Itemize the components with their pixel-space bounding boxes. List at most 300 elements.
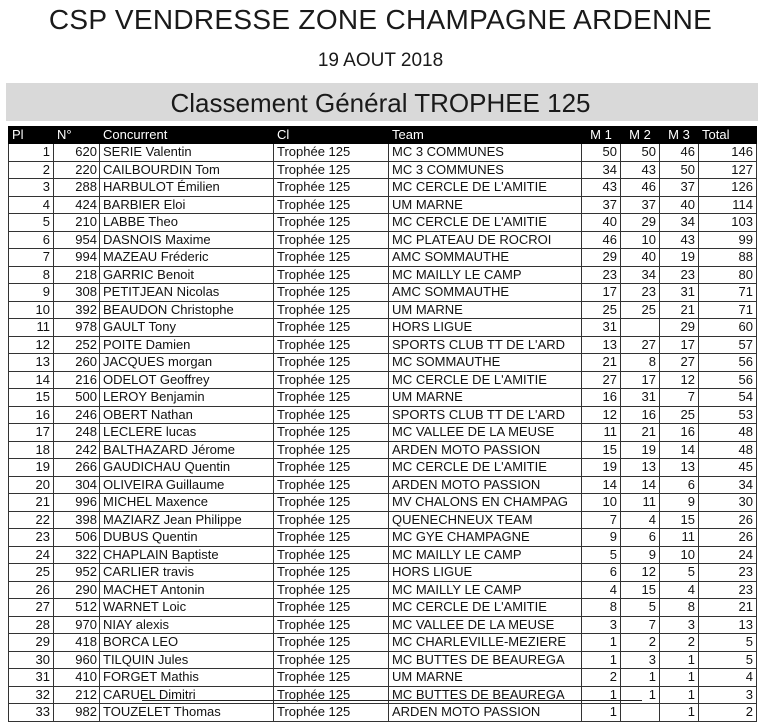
table-row <box>9 459 757 477</box>
cell-number: 970 <box>54 616 100 634</box>
cell-team: MC MAILLY LE CAMP <box>389 581 582 599</box>
cell-team: MC BUTTES DE BEAUREGA <box>389 651 582 669</box>
col-header-m2: M 2 <box>621 127 660 144</box>
event-date: 19 AOUT 2018 <box>317 50 444 71</box>
cell-team: MC CERCLE DE L'AMITIE <box>389 179 582 197</box>
cell-team: ARDEN MOTO PASSION <box>389 441 582 459</box>
cell-class: Trophée 125 <box>274 284 389 302</box>
cell-m1: 5 <box>582 546 621 564</box>
cell-m1: 23 <box>582 266 621 284</box>
cell-team: MC 3 COMMUNES <box>389 144 582 162</box>
table-row <box>9 669 757 687</box>
table-row <box>9 581 757 599</box>
cell-m3: 12 <box>660 371 699 389</box>
cell-number: 266 <box>54 459 100 477</box>
cell-total: 126 <box>699 179 757 197</box>
cell-m2: 16 <box>621 406 660 424</box>
cell-total: 26 <box>699 511 757 529</box>
cell-m3: 19 <box>660 249 699 267</box>
cell-team: UM MARNE <box>389 196 582 214</box>
cell-rider: WARNET Loic <box>100 599 274 617</box>
cell-rider: BALTHAZARD Jérome <box>100 441 274 459</box>
cell-place: 2 <box>9 161 54 179</box>
cell-total: 146 <box>699 144 757 162</box>
cell-class: Trophée 125 <box>274 546 389 564</box>
cell-class: Trophée 125 <box>274 494 389 512</box>
cell-m3: 1 <box>660 669 699 687</box>
cell-number: 242 <box>54 441 100 459</box>
cell-total: 24 <box>699 546 757 564</box>
cell-m3: 50 <box>660 161 699 179</box>
table-row <box>9 651 757 669</box>
cell-number: 954 <box>54 231 100 249</box>
cell-m2: 15 <box>621 581 660 599</box>
cell-m2: 1 <box>621 686 660 704</box>
cell-team: MC PLATEAU DE ROCROI <box>389 231 582 249</box>
cell-place: 6 <box>9 231 54 249</box>
cell-number: 216 <box>54 371 100 389</box>
cell-number: 210 <box>54 214 100 232</box>
cell-total: 71 <box>699 284 757 302</box>
cell-number: 218 <box>54 266 100 284</box>
cell-m3: 34 <box>660 214 699 232</box>
cell-total: 30 <box>699 494 757 512</box>
table-row <box>9 371 757 389</box>
cell-place: 21 <box>9 494 54 512</box>
cell-m1: 12 <box>582 406 621 424</box>
cell-rider: OBERT Nathan <box>100 406 274 424</box>
cell-class: Trophée 125 <box>274 599 389 617</box>
cell-m3: 2 <box>660 634 699 652</box>
cell-m3: 25 <box>660 406 699 424</box>
cell-total: 23 <box>699 564 757 582</box>
cell-class: Trophée 125 <box>274 459 389 477</box>
cell-team: QUENECHNEUX TEAM <box>389 511 582 529</box>
cell-total: 13 <box>699 616 757 634</box>
cell-m1: 50 <box>582 144 621 162</box>
cell-team: MC VALLEE DE LA MEUSE <box>389 424 582 442</box>
cell-total: 5 <box>699 634 757 652</box>
cell-m3: 40 <box>660 196 699 214</box>
cell-total: 5 <box>699 651 757 669</box>
cell-m2: 43 <box>621 161 660 179</box>
cell-class: Trophée 125 <box>274 581 389 599</box>
cell-rider: MACHET Antonin <box>100 581 274 599</box>
table-row <box>9 354 757 372</box>
cell-place: 3 <box>9 179 54 197</box>
cell-place: 9 <box>9 284 54 302</box>
cell-m1: 21 <box>582 354 621 372</box>
cell-team: MC SOMMAUTHE <box>389 354 582 372</box>
cell-number: 304 <box>54 476 100 494</box>
cell-m2: 37 <box>621 196 660 214</box>
cell-total: 80 <box>699 266 757 284</box>
cell-m2: 50 <box>621 144 660 162</box>
table-row <box>9 406 757 424</box>
cell-m2: 4 <box>621 511 660 529</box>
cell-class: Trophée 125 <box>274 231 389 249</box>
cell-m1: 14 <box>582 476 621 494</box>
cell-m2: 40 <box>621 249 660 267</box>
cell-m2: 46 <box>621 179 660 197</box>
table-row <box>9 704 757 722</box>
cell-m1: 27 <box>582 371 621 389</box>
cell-m2: 6 <box>621 529 660 547</box>
cell-place: 18 <box>9 441 54 459</box>
cell-number: 978 <box>54 319 100 337</box>
cell-rider: CHAPLAIN Baptiste <box>100 546 274 564</box>
classification-title: Classement Général TROPHEE 125 <box>170 88 591 118</box>
cell-class: Trophée 125 <box>274 354 389 372</box>
cell-total: 56 <box>699 371 757 389</box>
cell-place: 4 <box>9 196 54 214</box>
cell-number: 260 <box>54 354 100 372</box>
cell-m1: 1 <box>582 651 621 669</box>
cell-m3: 5 <box>660 564 699 582</box>
cell-number: 994 <box>54 249 100 267</box>
cell-team: MC CERCLE DE L'AMITIE <box>389 214 582 232</box>
cell-class: Trophée 125 <box>274 564 389 582</box>
cell-place: 10 <box>9 301 54 319</box>
cell-rider: TOUZELET Thomas <box>100 704 274 722</box>
cell-team: AMC SOMMAUTHE <box>389 249 582 267</box>
cell-m3: 7 <box>660 389 699 407</box>
cell-m1: 6 <box>582 564 621 582</box>
cell-m2: 21 <box>621 424 660 442</box>
cell-number: 308 <box>54 284 100 302</box>
cell-place: 24 <box>9 546 54 564</box>
cell-total: 45 <box>699 459 757 477</box>
cell-m1: 3 <box>582 616 621 634</box>
table-row <box>9 616 757 634</box>
cell-m1: 1 <box>582 704 621 722</box>
cell-rider: SERIE Valentin <box>100 144 274 162</box>
table-row <box>9 476 757 494</box>
cell-class: Trophée 125 <box>274 249 389 267</box>
cell-rider: FORGET Mathis <box>100 669 274 687</box>
cell-total: 54 <box>699 389 757 407</box>
cell-place: 17 <box>9 424 54 442</box>
cell-class: Trophée 125 <box>274 161 389 179</box>
cell-m1: 15 <box>582 441 621 459</box>
cell-number: 248 <box>54 424 100 442</box>
col-header-m3: M 3 <box>660 127 699 144</box>
cell-number: 220 <box>54 161 100 179</box>
cell-team: MC CERCLE DE L'AMITIE <box>389 599 582 617</box>
cell-m2: 11 <box>621 494 660 512</box>
cell-m1: 8 <box>582 599 621 617</box>
cell-m2: 14 <box>621 476 660 494</box>
cell-m2: 1 <box>621 669 660 687</box>
table-row <box>9 529 757 547</box>
cell-rider: LABBE Theo <box>100 214 274 232</box>
cell-team: MC BUTTES DE BEAUREGA <box>389 686 582 704</box>
cell-rider: HARBULOT Émilien <box>100 179 274 197</box>
cell-team: UM MARNE <box>389 301 582 319</box>
cell-total: 53 <box>699 406 757 424</box>
cell-place: 30 <box>9 651 54 669</box>
cell-rider: DASNOIS Maxime <box>100 231 274 249</box>
cell-m3: 3 <box>660 616 699 634</box>
col-header-class: Cl <box>274 127 389 144</box>
cell-m3: 27 <box>660 354 699 372</box>
cell-place: 1 <box>9 144 54 162</box>
cell-m2: 3 <box>621 651 660 669</box>
cell-place: 19 <box>9 459 54 477</box>
cell-m1: 7 <box>582 511 621 529</box>
cell-m3: 37 <box>660 179 699 197</box>
cell-total: 71 <box>699 301 757 319</box>
cell-team: UM MARNE <box>389 389 582 407</box>
cell-m1: 31 <box>582 319 621 337</box>
cell-m3: 4 <box>660 581 699 599</box>
cell-m3: 10 <box>660 546 699 564</box>
table-header <box>9 127 757 144</box>
table-row <box>9 196 757 214</box>
col-header-number: N° <box>54 127 100 144</box>
cell-m3: 1 <box>660 651 699 669</box>
page-title: CSP VENDRESSE ZONE CHAMPAGNE ARDENNE <box>48 4 713 35</box>
table-row <box>9 231 757 249</box>
col-header-rider: Concurrent <box>100 127 274 144</box>
cell-m2: 23 <box>621 284 660 302</box>
table-row <box>9 564 757 582</box>
cell-rider: GARRIC Benoit <box>100 266 274 284</box>
cell-class: Trophée 125 <box>274 529 389 547</box>
cell-team: MV CHALONS EN CHAMPAG <box>389 494 582 512</box>
cell-team: AMC SOMMAUTHE <box>389 284 582 302</box>
table-row <box>9 511 757 529</box>
cell-place: 13 <box>9 354 54 372</box>
cell-number: 398 <box>54 511 100 529</box>
cell-rider: DUBUS Quentin <box>100 529 274 547</box>
cell-m1: 46 <box>582 231 621 249</box>
cell-place: 23 <box>9 529 54 547</box>
cell-rider: BORCA LEO <box>100 634 274 652</box>
cell-class: Trophée 125 <box>274 476 389 494</box>
cell-total: 56 <box>699 354 757 372</box>
cell-rider: CAILBOURDIN Tom <box>100 161 274 179</box>
cell-m2: 9 <box>621 546 660 564</box>
cell-place: 12 <box>9 336 54 354</box>
cell-m1: 17 <box>582 284 621 302</box>
cell-team: MC 3 COMMUNES <box>389 161 582 179</box>
cell-m1: 1 <box>582 686 621 704</box>
cell-place: 32 <box>9 686 54 704</box>
table-row <box>9 546 757 564</box>
cell-team: SPORTS CLUB TT DE L'ARD <box>389 406 582 424</box>
cell-m2: 12 <box>621 564 660 582</box>
cell-place: 28 <box>9 616 54 634</box>
cell-team: SPORTS CLUB TT DE L'ARD <box>389 336 582 354</box>
cell-m2: 17 <box>621 371 660 389</box>
cell-total: 2 <box>699 704 757 722</box>
cell-total: 103 <box>699 214 757 232</box>
cell-number: 288 <box>54 179 100 197</box>
cell-total: 48 <box>699 441 757 459</box>
results-body <box>9 144 757 722</box>
cell-rider: POITE Damien <box>100 336 274 354</box>
col-header-total: Total <box>699 127 757 144</box>
cell-number: 424 <box>54 196 100 214</box>
cell-rider: MICHEL Maxence <box>100 494 274 512</box>
cell-place: 26 <box>9 581 54 599</box>
table-row <box>9 284 757 302</box>
cell-place: 25 <box>9 564 54 582</box>
table-row <box>9 389 757 407</box>
cell-m3: 23 <box>660 266 699 284</box>
cell-number: 322 <box>54 546 100 564</box>
cell-m3: 15 <box>660 511 699 529</box>
cell-rider: BEAUDON Christophe <box>100 301 274 319</box>
cell-m1: 29 <box>582 249 621 267</box>
cell-class: Trophée 125 <box>274 669 389 687</box>
cell-m3: 16 <box>660 424 699 442</box>
cell-m3: 8 <box>660 599 699 617</box>
cell-team: MC CERCLE DE L'AMITIE <box>389 371 582 389</box>
cell-number: 506 <box>54 529 100 547</box>
cell-team: MC MAILLY LE CAMP <box>389 266 582 284</box>
cell-m1: 34 <box>582 161 621 179</box>
cell-m2: 31 <box>621 389 660 407</box>
table-row <box>9 179 757 197</box>
cell-total: 88 <box>699 249 757 267</box>
cell-class: Trophée 125 <box>274 406 389 424</box>
cell-rider: LEROY Benjamin <box>100 389 274 407</box>
cell-m2: 25 <box>621 301 660 319</box>
cell-rider: TILQUIN Jules <box>100 651 274 669</box>
cell-total: 60 <box>699 319 757 337</box>
table-row <box>9 599 757 617</box>
cell-m2 <box>621 704 660 722</box>
cell-number: 246 <box>54 406 100 424</box>
cell-m3: 29 <box>660 319 699 337</box>
cell-m1: 16 <box>582 389 621 407</box>
cell-total: 4 <box>699 669 757 687</box>
cell-number: 252 <box>54 336 100 354</box>
cell-class: Trophée 125 <box>274 424 389 442</box>
cell-class: Trophée 125 <box>274 371 389 389</box>
cell-m2: 7 <box>621 616 660 634</box>
table-row <box>9 161 757 179</box>
table-row <box>9 424 757 442</box>
cell-team: MC CHARLEVILLE-MEZIERE <box>389 634 582 652</box>
cell-total: 21 <box>699 599 757 617</box>
cell-m2: 5 <box>621 599 660 617</box>
cell-rider: PETITJEAN Nicolas <box>100 284 274 302</box>
cell-number: 392 <box>54 301 100 319</box>
cell-class: Trophée 125 <box>274 336 389 354</box>
cell-number: 960 <box>54 651 100 669</box>
cell-team: HORS LIGUE <box>389 319 582 337</box>
cell-m3: 17 <box>660 336 699 354</box>
cell-m3: 11 <box>660 529 699 547</box>
cell-number: 620 <box>54 144 100 162</box>
cell-number: 500 <box>54 389 100 407</box>
cell-m3: 9 <box>660 494 699 512</box>
cell-place: 14 <box>9 371 54 389</box>
cell-team: ARDEN MOTO PASSION <box>389 476 582 494</box>
table-row <box>9 634 757 652</box>
cell-place: 31 <box>9 669 54 687</box>
cell-m3: 6 <box>660 476 699 494</box>
cell-class: Trophée 125 <box>274 214 389 232</box>
table-row <box>9 336 757 354</box>
cell-rider: CARUEL Dimitri <box>100 686 274 704</box>
cell-rider: LECLERE lucas <box>100 424 274 442</box>
cell-place: 33 <box>9 704 54 722</box>
cell-m2 <box>621 319 660 337</box>
cell-m3: 31 <box>660 284 699 302</box>
cell-m2: 13 <box>621 459 660 477</box>
cell-class: Trophée 125 <box>274 196 389 214</box>
cell-place: 5 <box>9 214 54 232</box>
cell-rider: OLIVEIRA Guillaume <box>100 476 274 494</box>
cell-team: HORS LIGUE <box>389 564 582 582</box>
cell-place: 7 <box>9 249 54 267</box>
cell-rider: MAZEAU Fréderic <box>100 249 274 267</box>
cell-number: 952 <box>54 564 100 582</box>
cell-class: Trophée 125 <box>274 441 389 459</box>
col-header-place: Pl <box>9 127 54 144</box>
cell-class: Trophée 125 <box>274 179 389 197</box>
cell-m1: 43 <box>582 179 621 197</box>
cell-class: Trophée 125 <box>274 651 389 669</box>
cell-rider: JACQUES morgan <box>100 354 274 372</box>
cell-place: 20 <box>9 476 54 494</box>
cell-rider: NIAY alexis <box>100 616 274 634</box>
cell-rider: ODELOT Geoffrey <box>100 371 274 389</box>
cell-class: Trophée 125 <box>274 389 389 407</box>
cell-m2: 2 <box>621 634 660 652</box>
cell-class: Trophée 125 <box>274 319 389 337</box>
cell-total: 26 <box>699 529 757 547</box>
cell-m1: 10 <box>582 494 621 512</box>
cell-total: 23 <box>699 581 757 599</box>
cell-class: Trophée 125 <box>274 634 389 652</box>
cell-m1: 13 <box>582 336 621 354</box>
cell-class: Trophée 125 <box>274 144 389 162</box>
results-table <box>8 126 757 722</box>
cell-rider: CARLIER travis <box>100 564 274 582</box>
cell-class: Trophée 125 <box>274 301 389 319</box>
cell-m2: 19 <box>621 441 660 459</box>
cell-m2: 29 <box>621 214 660 232</box>
cell-number: 512 <box>54 599 100 617</box>
cell-number: 982 <box>54 704 100 722</box>
cell-class: Trophée 125 <box>274 704 389 722</box>
cell-class: Trophée 125 <box>274 511 389 529</box>
table-row <box>9 249 757 267</box>
col-header-m1: M 1 <box>582 127 621 144</box>
cell-total: 48 <box>699 424 757 442</box>
cell-rider: MAZIARZ Jean Philippe <box>100 511 274 529</box>
table-row <box>9 301 757 319</box>
cell-m3: 14 <box>660 441 699 459</box>
cell-total: 34 <box>699 476 757 494</box>
col-header-team: Team <box>389 127 582 144</box>
cell-total: 57 <box>699 336 757 354</box>
footer-divider <box>142 700 642 701</box>
table-row <box>9 494 757 512</box>
cell-m3: 13 <box>660 459 699 477</box>
cell-m1: 2 <box>582 669 621 687</box>
cell-number: 418 <box>54 634 100 652</box>
cell-place: 11 <box>9 319 54 337</box>
table-row <box>9 144 757 162</box>
cell-m2: 27 <box>621 336 660 354</box>
cell-m1: 25 <box>582 301 621 319</box>
